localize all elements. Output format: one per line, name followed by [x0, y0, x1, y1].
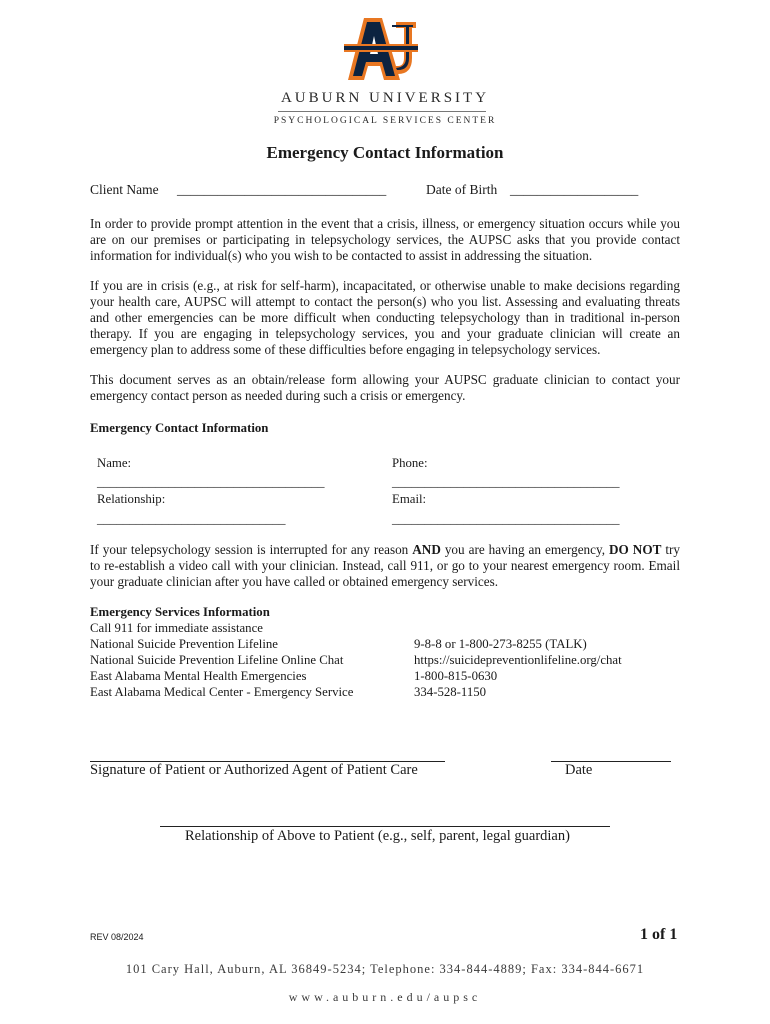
service-value-online-chat[interactable]: https://suicidepreventionlifeline.org/chat [414, 653, 622, 667]
release-paragraph: This document serves as an obtain/release form allowing your AUPSC graduate clinician to contact your emergency contact person as needed during such a crisis or emergency. [90, 372, 680, 403]
footer-website[interactable]: www.auburn.edu/aupsc [288, 990, 482, 1004]
signature-label: Signature of Patient or Authorized Agent of Patient Care [90, 762, 418, 778]
email-label: Email: [392, 492, 427, 506]
revision-code: REV 08/2024 [90, 932, 144, 942]
interrupt-text-3: try to re-establish a video call with your clinician. Instead, call 911, or go to your nearest emergency room. Email your graduate clinician after you have called or obtained emergency services. [90, 542, 681, 589]
relationship-signature-line[interactable] [160, 826, 610, 827]
name-field[interactable]: ___________________________________ [97, 474, 325, 489]
call-911-text: Call 911 for immediate assistance [90, 621, 263, 635]
center-name: PSYCHOLOGICAL SERVICES CENTER [273, 116, 497, 126]
name-label: Name: [97, 456, 132, 470]
service-name-online-chat: National Suicide Prevention Lifeline Online Chat [90, 653, 344, 667]
client-name-label: Client Name [90, 182, 159, 197]
dob-label: Date of Birth [426, 182, 498, 197]
date-label: Date [565, 762, 593, 778]
service-value-ea-mental-health: 1-800-815-0630 [414, 669, 498, 683]
phone-label: Phone: [392, 456, 428, 470]
crisis-paragraph: If you are in crisis (e.g., at risk for self-harm), incapacitated, or otherwise unable to make decisions regarding your health care, AUPSC will attempt to contact the person(s) who you list. Assessing and evaluating threats and other emergencies can be more difficult when conducting telepsychology than in traditional in-person therapy. If you are engaging in telepsychology services, you and your graduate clinician will create an emergency plan to address some of these difficulties before engaging in telepsychology services. [90, 278, 680, 357]
intro-paragraph: In order to provide prompt attention in the event that a crisis, illness, or emergency situation occurs while you are on our premises or participating in telepsychology services, the AUPSC asks that you provide contact information for individual(s) who you wish to be contacted to assist in addressing the situation. [90, 216, 680, 263]
document-title: Emergency Contact Information [266, 143, 504, 162]
service-name-ea-mental-health: East Alabama Mental Health Emergencies [90, 669, 307, 683]
interrupt-paragraph [90, 542, 680, 590]
phone-field[interactable]: ___________________________________ [392, 474, 620, 489]
dob-field[interactable]: ___________________ [510, 182, 639, 197]
relationship-label: Relationship: [97, 492, 166, 506]
contact-heading: Emergency Contact Information [90, 421, 269, 435]
interrupt-and: AND [412, 542, 441, 557]
service-value-eamc-emergency: 334-528-1150 [414, 685, 487, 699]
client-name-field[interactable]: _______________________________ [177, 182, 387, 197]
header-divider [278, 111, 486, 112]
interrupt-text-1: If your telepsychology session is interrupted for any reason [90, 542, 413, 557]
footer-address: 101 Cary Hall, Auburn, AL 36849-5234; Telephone: 334-844-4889; Fax: 334-844-6671 [125, 962, 645, 976]
page-number: 1 of 1 [640, 926, 678, 943]
interrupt-text-2: you are having an emergency, [440, 542, 610, 557]
relationship-signature-label: Relationship of Above to Patient (e.g., self, parent, legal guardian) [185, 828, 570, 844]
auburn-au-logo [340, 14, 422, 84]
interrupt-do-not: DO NOT [609, 542, 662, 557]
email-field[interactable]: ___________________________________ [392, 511, 620, 526]
university-name: AUBURN UNIVERSITY [280, 90, 490, 106]
services-heading: Emergency Services Information [90, 605, 270, 619]
service-name-lifeline: National Suicide Prevention Lifeline [90, 637, 278, 651]
relationship-field[interactable]: _____________________________ [97, 511, 286, 526]
service-name-eamc-emergency: East Alabama Medical Center - Emergency Service [90, 685, 354, 699]
service-value-lifeline: 9-8-8 or 1-800-273-8255 (TALK) [414, 637, 587, 651]
